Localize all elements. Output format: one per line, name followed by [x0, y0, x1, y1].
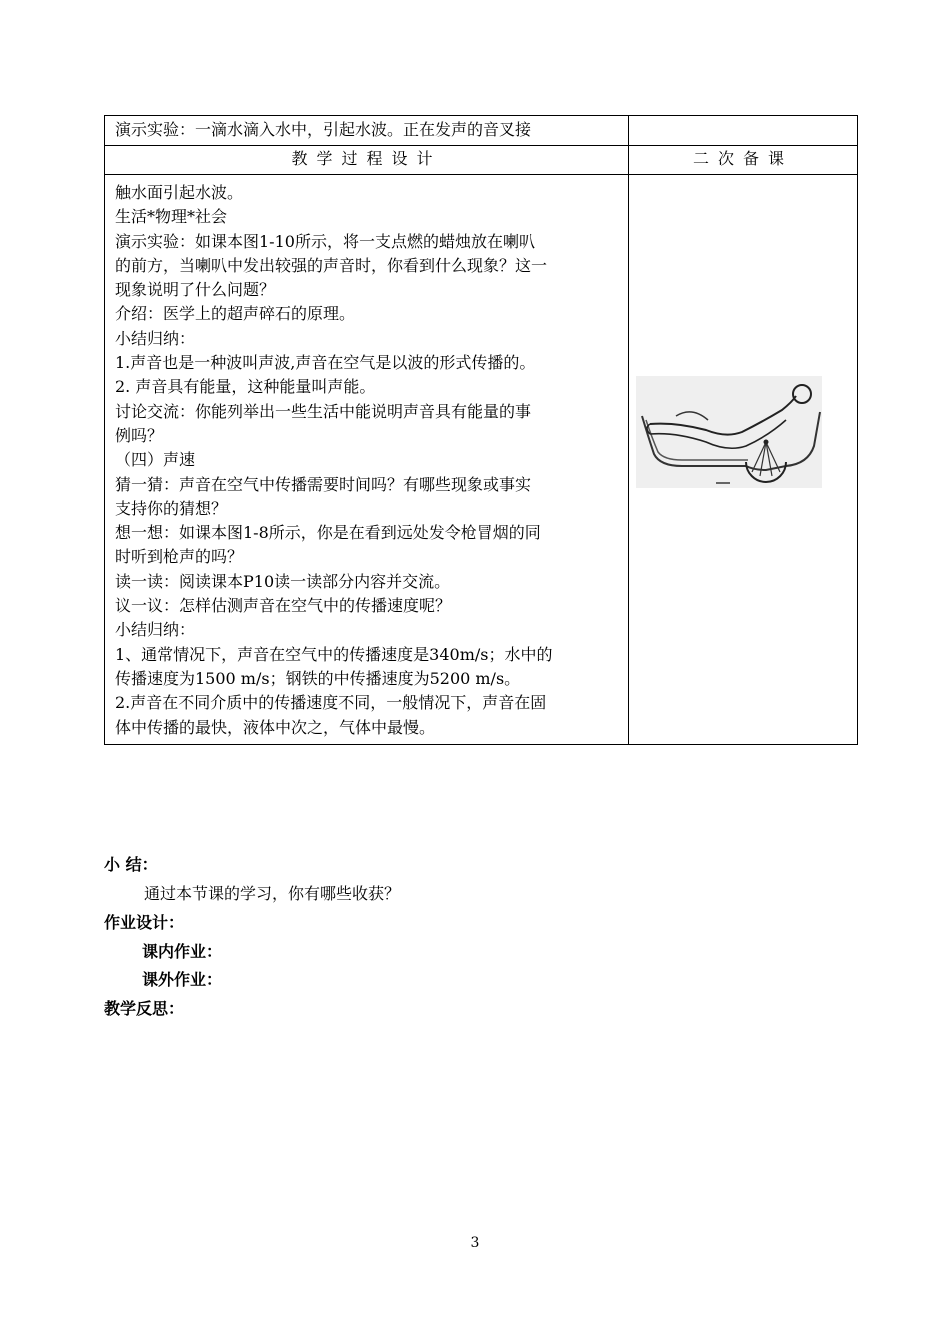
- summary-label: 小 结：: [104, 855, 158, 874]
- content-line: 例吗？: [115, 425, 164, 445]
- page-number: 3: [470, 1235, 480, 1251]
- lithotripsy-figure: [636, 376, 822, 488]
- content-line: 猜一猜：声音在空气中传播需要时间吗？有哪些现象或事实: [115, 474, 532, 494]
- lithotripsy-illustration: [636, 376, 822, 488]
- header-right-label: 二次备课: [692, 149, 793, 168]
- content-line: 想一想：如课本图1-8所示，你是在看到远处发令枪冒烟的同: [115, 523, 541, 543]
- content-line: 小结归纳：: [115, 328, 196, 348]
- content-line: 的前方，当喇叭中发出较强的声音时，你看到什么现象？这一: [115, 255, 548, 275]
- content-line: 介绍：医学上的超声碎石的原理。: [115, 304, 356, 324]
- reflection-label: 教学反思：: [104, 999, 185, 1018]
- content-line: 小结归纳：: [115, 620, 196, 640]
- content-line: 传播速度为1500 m/s；钢铁的中传播速度为5200 m/s。: [115, 668, 521, 688]
- content-line: 体中传播的最快，液体中次之，气体中最慢。: [115, 717, 436, 737]
- header-left-label: 教学过程设计: [291, 149, 442, 168]
- content-line: 1.声音也是一种波叫声波,声音在空气是以波的形式传播的。: [115, 353, 536, 373]
- content-line: 1、通常情况下，声音在空气中的传播速度是340m/s；水中的: [115, 644, 553, 664]
- homework-in-class: 课内作业：: [142, 942, 223, 961]
- content-line: 生活*物理*社会: [115, 207, 228, 227]
- continuation-side-cell: [629, 116, 858, 146]
- content-line: 现象说明了什么问题？: [115, 280, 276, 300]
- homework-label: 作业设计：: [104, 913, 185, 932]
- content-line: 时听到枪声的吗？: [115, 547, 244, 567]
- content-line: 2.声音在不同介质中的传播速度不同，一般情况下，声音在固: [115, 693, 547, 713]
- content-line: 议一议：怎样估测声音在空气中的传播速度呢？: [115, 596, 452, 616]
- header-second-prep: [629, 146, 858, 175]
- continuation-cell: [105, 116, 629, 146]
- content-line: 读一读：阅读课本P10读一读部分内容并交流。: [115, 571, 451, 591]
- table-row-continuation: [105, 116, 858, 146]
- process-content-cell: [105, 175, 629, 745]
- table-header-row: [105, 146, 858, 175]
- summary-text: 通过本节课的学习，你有哪些收获？: [144, 884, 401, 903]
- content-line: （四）声速: [115, 450, 196, 470]
- content-line: 讨论交流：你能列举出一些生活中能说明声音具有能量的事: [115, 401, 532, 421]
- process-content: [105, 175, 628, 744]
- content-line: 触水面引起水波。: [115, 183, 244, 202]
- homework-after-class: 课外作业：: [142, 970, 223, 989]
- content-line: 演示实验：如课本图1-10所示，将一支点燃的蜡烛放在喇叭: [115, 231, 535, 251]
- content-line: 支持你的猜想？: [115, 498, 228, 518]
- continuation-text: 演示实验：一滴水滴入水中，引起水波。正在发声的音叉接: [115, 120, 532, 139]
- header-process-design: [105, 146, 629, 175]
- content-line: 2. 声音具有能量，这种能量叫声能。: [115, 377, 376, 397]
